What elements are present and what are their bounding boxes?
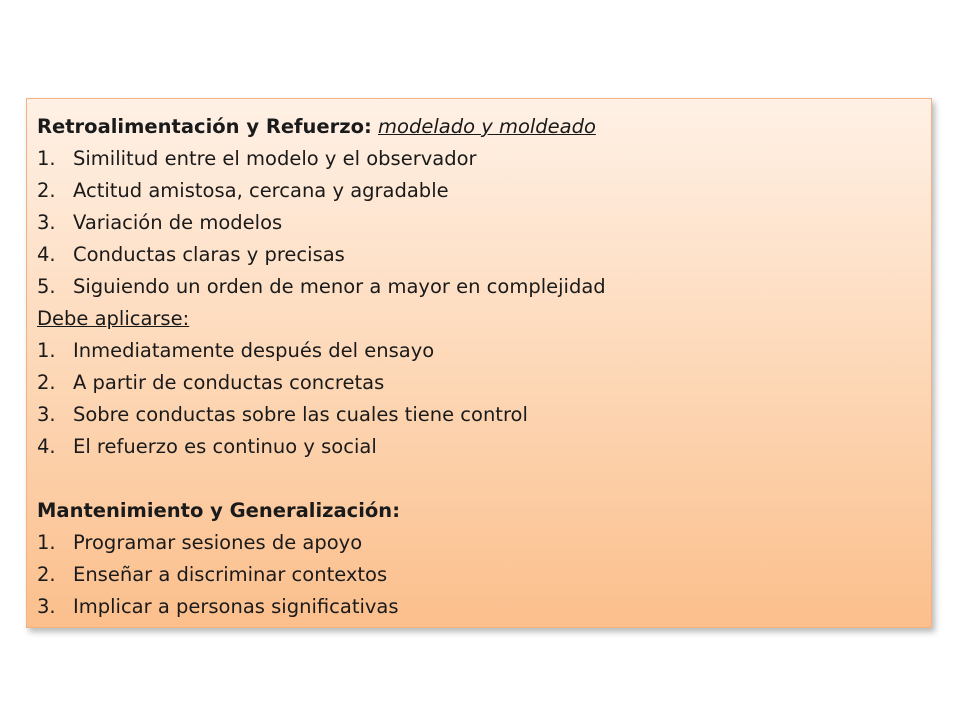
list-text: Enseñar a discriminar contextos <box>73 563 388 586</box>
list-item <box>37 399 921 431</box>
list-item <box>37 239 921 271</box>
list-text: Implicar a personas significativas <box>73 595 399 618</box>
list-number: 1. <box>37 339 56 362</box>
list-number: 4. <box>37 435 56 458</box>
list-text: Variación de modelos <box>73 211 283 234</box>
list-number: 3. <box>37 595 56 618</box>
heading-bold-text: Retroalimentación y Refuerzo: <box>37 115 372 138</box>
list-text: Programar sesiones de apoyo <box>73 531 363 554</box>
list-item <box>37 527 921 559</box>
list-number: 5. <box>37 275 56 298</box>
list-number: 2. <box>37 179 56 202</box>
list-text: A partir de conductas concretas <box>73 371 385 394</box>
debe-aplicarse-list <box>37 335 921 463</box>
list-number: 1. <box>37 147 56 170</box>
list-item <box>37 335 921 367</box>
list-number: 1. <box>37 531 56 554</box>
heading-italic-text: modelado y moldeado <box>378 115 596 138</box>
list-item <box>37 175 921 207</box>
list-item <box>37 431 921 463</box>
list-text: Similitud entre el modelo y el observador <box>73 147 477 170</box>
list-text: Siguiendo un orden de menor a mayor en complejidad <box>73 275 606 298</box>
list-text: El refuerzo es continuo y social <box>73 435 377 458</box>
list-item <box>37 271 921 303</box>
content-textbox <box>26 98 932 628</box>
list-number: 2. <box>37 371 56 394</box>
retroalimentacion-list <box>37 143 921 303</box>
list-number: 2. <box>37 563 56 586</box>
mantenimiento-list <box>37 527 921 623</box>
list-item <box>37 207 921 239</box>
list-item <box>37 143 921 175</box>
section-heading-retroalimentacion <box>37 111 921 143</box>
list-text: Actitud amistosa, cercana y agradable <box>73 179 449 202</box>
list-text: Sobre conductas sobre las cuales tiene control <box>73 403 528 426</box>
list-text: Conductas claras y precisas <box>73 243 345 266</box>
section-heading-debe-aplicarse: Debe aplicarse: <box>37 307 190 330</box>
list-number: 3. <box>37 403 56 426</box>
spacer <box>37 463 921 495</box>
section-heading-mantenimiento: Mantenimiento y Generalización: <box>37 499 400 522</box>
list-item <box>37 559 921 591</box>
list-text: Inmediatamente después del ensayo <box>73 339 435 362</box>
list-number: 4. <box>37 243 56 266</box>
list-number: 3. <box>37 211 56 234</box>
list-item <box>37 591 921 623</box>
list-item <box>37 367 921 399</box>
